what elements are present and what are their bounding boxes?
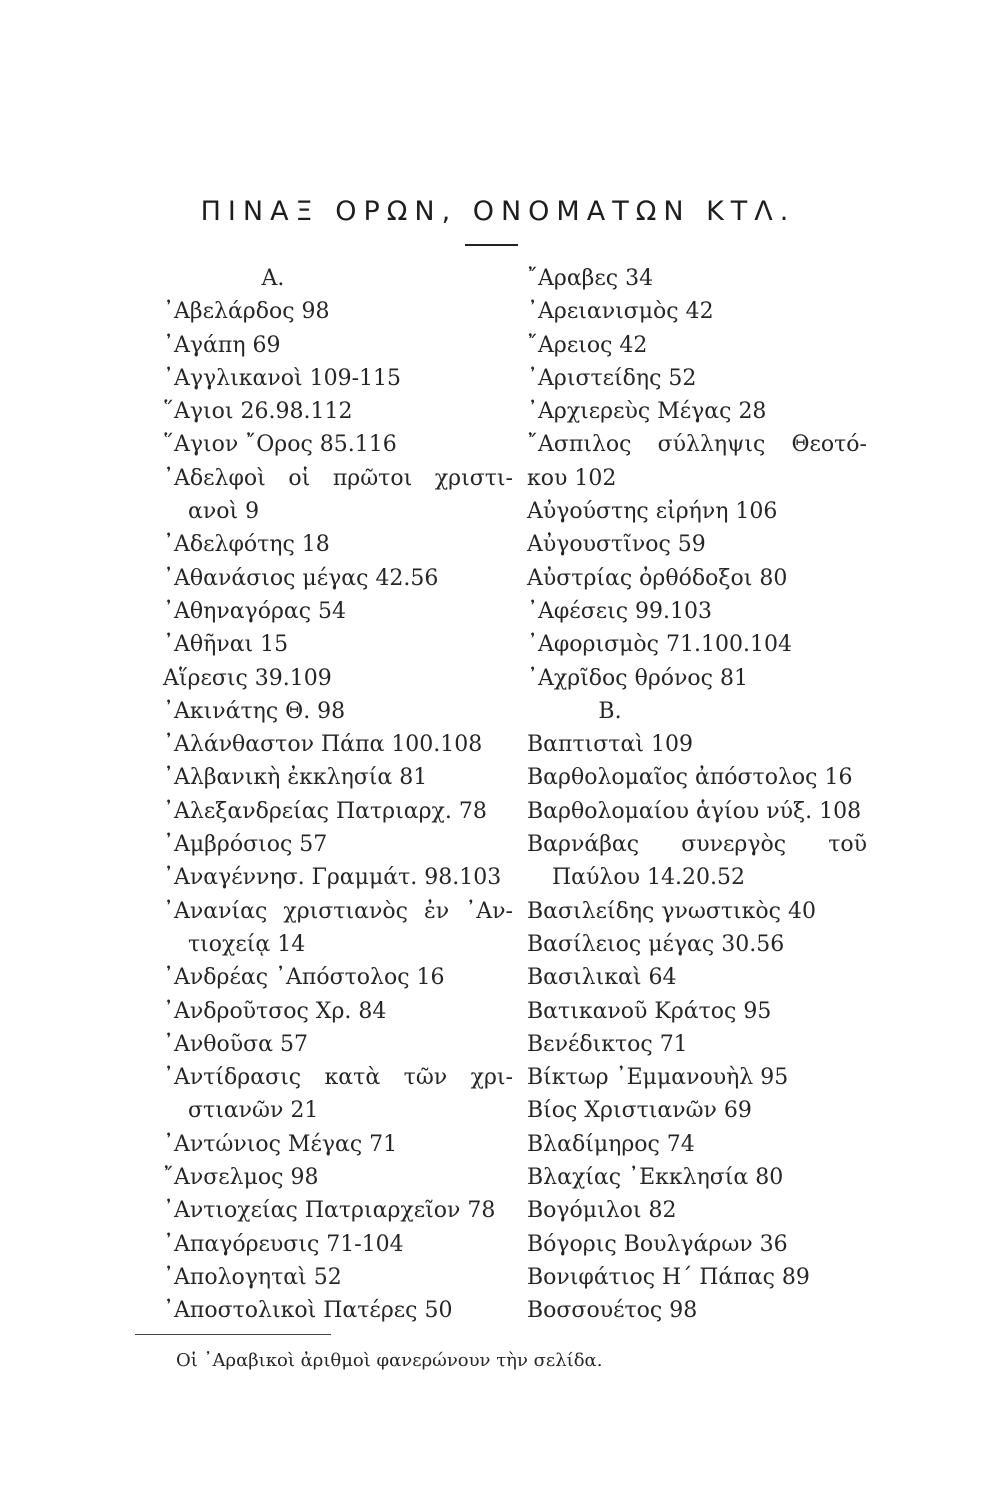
index-entry bbox=[163, 1061, 513, 1094]
index-entry: Αἵρεσις 39.109 bbox=[163, 665, 332, 691]
footnote-divider bbox=[135, 1334, 331, 1335]
entry-word: ᾿Αδελφοὶ bbox=[163, 465, 266, 491]
entry-word: χρι- bbox=[470, 1065, 513, 1091]
index-entry: Βατικανοῦ Κράτος 95 bbox=[527, 998, 772, 1024]
index-entry: Βενέδικτος 71 bbox=[527, 1031, 688, 1057]
index-entry-continuation: στιανῶν 21 bbox=[188, 1098, 319, 1124]
index-entry: ᾿Αγγλικανοὶ 109-115 bbox=[163, 365, 402, 391]
index-entry: ᾿Απολογηταὶ 52 bbox=[163, 1264, 342, 1290]
index-entry: ῎Αραβες 34 bbox=[527, 266, 654, 291]
entry-word: τοῦ bbox=[828, 832, 867, 858]
index-entry: Βαρθολομαίου ἁγίου νύξ. 108 bbox=[527, 798, 862, 824]
index-entry bbox=[163, 895, 513, 928]
entry-word: χριστιανὸς bbox=[283, 898, 408, 924]
index-entry: ᾿Αλεξανδρείας Πατριαρχ. 78 bbox=[163, 798, 487, 824]
entry-word: συνεργὸς bbox=[681, 832, 787, 858]
entry-word: ᾿Αν- bbox=[465, 898, 513, 924]
index-entry: ᾿Αλάνθαστον Πάπα 100.108 bbox=[163, 732, 483, 758]
index-entry bbox=[527, 828, 867, 861]
index-entry: ᾿Αμβρόσιος 57 bbox=[163, 832, 328, 858]
index-entry: Βλαδίμηρος 74 bbox=[527, 1131, 695, 1157]
index-entry: κου 102 bbox=[527, 465, 617, 491]
index-entry: ᾿Αχρῖδος θρόνος 81 bbox=[527, 665, 748, 691]
index-entry-continuation: τιοχείᾳ 14 bbox=[188, 931, 306, 957]
entry-word: τῶν bbox=[403, 1065, 448, 1091]
index-column-right bbox=[527, 262, 867, 1328]
index-entry: Βονιφάτιος Η´ Πάπας 89 bbox=[527, 1264, 810, 1290]
index-entry: Βλαχίας ᾿Εκκλησία 80 bbox=[527, 1165, 784, 1191]
index-column-left bbox=[163, 262, 513, 1328]
entry-word: κατὰ bbox=[324, 1065, 381, 1091]
index-entry: Βίος Χριστιανῶν 69 bbox=[527, 1098, 752, 1124]
index-entry: ᾿Αντώνιος Μέγας 71 bbox=[163, 1131, 398, 1157]
index-entry: ᾿Ανδροῦτσος Χρ. 84 bbox=[163, 998, 387, 1024]
index-entry: ᾿Ανδρέας ᾿Απόστολος 16 bbox=[163, 965, 445, 991]
index-entry: Βόγορις Βουλγάρων 36 bbox=[527, 1231, 788, 1257]
index-entry: Βίκτωρ ᾿Εμμανουὴλ 95 bbox=[527, 1065, 789, 1091]
index-entry: Αὐστρίας ὀρθόδοξοι 80 bbox=[527, 565, 788, 591]
index-entry: Βαρθολομαῖος ἀπόστολος 16 bbox=[527, 765, 853, 791]
index-entry: ᾿Αφέσεις 99.103 bbox=[527, 598, 713, 624]
index-entry: ᾿Αθανάσιος μέγας 42.56 bbox=[163, 565, 439, 591]
index-entry: ᾿Αθῆναι 15 bbox=[163, 632, 289, 658]
index-entry: ᾿Αθηναγόρας 54 bbox=[163, 598, 347, 624]
index-entry: Βασιλικαὶ 64 bbox=[527, 965, 677, 991]
index-entry: ᾿Ανθοῦσα 57 bbox=[163, 1031, 308, 1057]
index-entry: ᾿Αλβανικὴ ἐκκλησία 81 bbox=[163, 765, 428, 791]
entry-word: ᾿Αντίδρασις bbox=[163, 1065, 302, 1091]
entry-word: ῎Ασπιλος bbox=[527, 432, 632, 458]
index-entry: ῎Ανσελμος 98 bbox=[163, 1165, 319, 1191]
index-entry: Βασίλειος μέγας 30.56 bbox=[527, 931, 785, 957]
entry-word: χριστι- bbox=[434, 465, 513, 491]
index-entry: ᾿Αρχιερεὺς Μέγας 28 bbox=[527, 399, 767, 425]
index-entry: ᾿Αβελάρδος 98 bbox=[163, 299, 330, 325]
entry-word: σύλληψις bbox=[657, 432, 766, 458]
entry-word: ἐν bbox=[424, 898, 450, 924]
section-letter: Α. bbox=[261, 266, 285, 291]
index-entry: Αὐγουστῖνος 59 bbox=[527, 532, 706, 558]
index-entry: ῎Αρειος 42 bbox=[527, 332, 648, 358]
index-entry: Βαπτισταὶ 109 bbox=[527, 732, 693, 758]
index-entry: ᾿Αποστολικοὶ Πατέρες 50 bbox=[163, 1298, 453, 1324]
footnote: Οἱ ᾿Αραβικοὶ ἀριθμοὶ φανερώνουν τὴν σελίδα. bbox=[176, 1350, 603, 1371]
index-entry bbox=[163, 462, 513, 495]
page-title: ΠΙΝΑΞ ΟΡΩΝ, ΟΝΟΜΑΤΩΝ ΚΤΛ. bbox=[200, 196, 796, 227]
index-entry: ῞Αγιοι 26.98.112 bbox=[163, 399, 353, 425]
index-entry bbox=[527, 428, 867, 461]
entry-word: οἱ bbox=[288, 465, 311, 491]
index-entry-continuation: ανοὶ 9 bbox=[188, 499, 260, 525]
index-entry: Βογόμιλοι 82 bbox=[527, 1198, 677, 1224]
index-entry: ῞Αγιον ῎Ορος 85.116 bbox=[163, 432, 397, 458]
entry-word: πρῶτοι bbox=[332, 465, 413, 491]
index-entry: ᾿Αναγέννησ. Γραμμάτ. 98.103 bbox=[163, 865, 502, 891]
index-entry: ᾿Αφορισμὸς 71.100.104 bbox=[527, 632, 792, 658]
entry-word: Βαρνάβας bbox=[527, 832, 640, 858]
index-entry: ᾿Αδελφότης 18 bbox=[163, 532, 330, 558]
entry-word: ᾿Ανανίας bbox=[163, 898, 268, 924]
index-entry: ᾿Αρειανισμὸς 42 bbox=[527, 299, 714, 325]
index-entry: ᾿Αγάπη 69 bbox=[163, 332, 281, 358]
section-letter: Β. bbox=[598, 698, 622, 724]
index-entry: ᾿Αριστείδης 52 bbox=[527, 365, 697, 391]
index-entry: Αὐγούστης εἰρήνη 106 bbox=[527, 499, 778, 525]
index-entry: Βοσσουέτος 98 bbox=[527, 1298, 698, 1324]
title-underline bbox=[465, 244, 518, 246]
index-entry-continuation: Παύλου 14.20.52 bbox=[552, 865, 745, 891]
index-entry: Βασιλείδης γνωστικὸς 40 bbox=[527, 898, 816, 924]
entry-word: Θεοτό- bbox=[791, 432, 867, 458]
index-entry: ᾿Απαγόρευσις 71-104 bbox=[163, 1231, 404, 1257]
index-entry: ᾿Ακινάτης Θ. 98 bbox=[163, 698, 346, 724]
index-entry: ᾿Αντιοχείας Πατριαρχεῖον 78 bbox=[163, 1198, 496, 1224]
